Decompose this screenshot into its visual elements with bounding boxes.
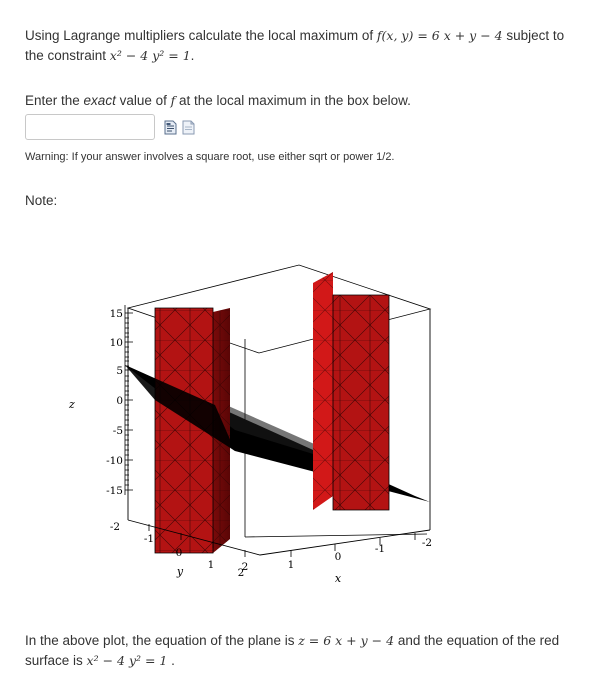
z-tick-label: -10	[106, 455, 123, 467]
preview-icon[interactable]	[164, 120, 177, 135]
z-tick-label: 10	[109, 337, 123, 349]
z-tick-label: 0	[116, 395, 123, 407]
warning-text: Warning: If your answer involves a square root, use either sqrt or power 1/2.	[25, 151, 395, 163]
question-part-2: subject to the constraint	[25, 28, 565, 63]
y-tick-label: -2	[109, 521, 121, 533]
prompt-part-1: Enter the	[25, 93, 84, 108]
x-tick-label: 2	[241, 561, 249, 573]
caption-part-1: In the above plot, the equation of the plane is	[25, 633, 299, 648]
y-tick-label: 0	[175, 547, 183, 559]
z-tick-label: 5	[116, 365, 123, 377]
caption-part-2: and the equation of the red surface is	[25, 633, 560, 668]
x-axis	[291, 533, 415, 557]
question-period: .	[190, 48, 195, 63]
z-tick-label: 15	[109, 308, 123, 320]
prompt-part-2: value of	[115, 93, 171, 108]
z-axis-label: z	[69, 398, 75, 411]
y-axis-label: y	[176, 565, 184, 578]
question-part-1: Using Lagrange multipliers calculate the local maximum of	[25, 28, 377, 43]
z-tick-label: -5	[112, 425, 123, 437]
answer-prompt	[25, 93, 411, 108]
x-axis-label: x	[334, 572, 342, 585]
surface-plot	[55, 250, 475, 595]
answer-input[interactable]	[25, 114, 155, 140]
objective-function: f(x, y) = 6 x + y − 4	[376, 28, 503, 43]
note-label: Note:	[25, 193, 58, 208]
z-axis	[125, 305, 133, 495]
plane-equation: z = 6 x + y − 4	[298, 633, 395, 648]
prompt-f: f	[170, 93, 176, 108]
question-text	[25, 26, 585, 66]
y-tick-label: 1	[207, 559, 215, 571]
red-surface-right	[313, 272, 389, 510]
plot-caption	[25, 631, 585, 671]
x-tick-label: 1	[287, 559, 295, 571]
caption-end: .	[167, 653, 175, 668]
x-tick-label: -1	[374, 543, 386, 555]
x-tick-label: 0	[334, 551, 342, 563]
constraint-equation: x² − 4 y² = 1	[109, 48, 191, 63]
z-tick-label: -15	[106, 485, 123, 497]
prompt-part-3: at the local maximum in the box below.	[175, 93, 411, 108]
help-icon[interactable]	[182, 120, 195, 135]
surface-equation: x² − 4 y² = 1	[86, 653, 168, 668]
x-tick-label: -2	[421, 537, 433, 549]
y-tick-label: -1	[143, 533, 155, 545]
y-tick-label: 2	[237, 567, 245, 579]
prompt-emphasis: exact	[83, 93, 116, 108]
